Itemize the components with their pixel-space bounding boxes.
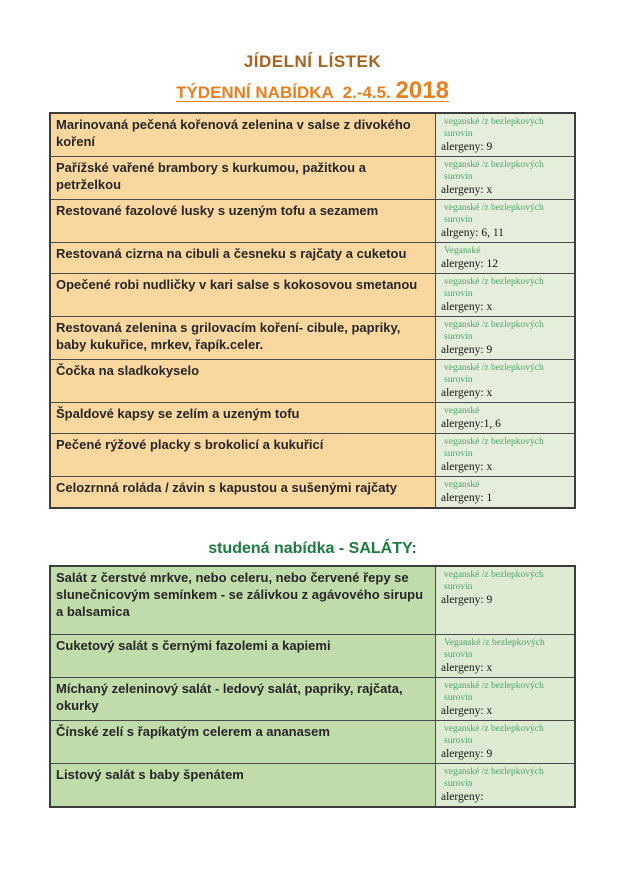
allergens-value: alergeny: xyxy=(441,791,484,803)
vegan-label: veganské xyxy=(444,480,480,490)
allergens-value: alergeny: x xyxy=(441,461,493,473)
vegan-label: Veganské /z bezlepkových surovin xyxy=(444,638,545,660)
dish-name: Cuketový salát s černými fazolemi a kapiemi xyxy=(56,638,331,653)
dish-name: Listový salát s baby špenátem xyxy=(56,767,244,782)
allergens-value: alrgeny: 6, 11 xyxy=(441,227,504,239)
vegan-label: veganské /z bezlepkových surovin xyxy=(444,363,544,385)
dish-name: Celozrnná roláda / závin s kapustou a sušenými rajčaty xyxy=(56,480,398,495)
dish-name: Restovaná cizrna na cibuli a česneku s rajčaty a cuketou xyxy=(56,246,407,261)
dish-cell xyxy=(50,721,436,764)
table-row xyxy=(50,678,575,721)
allergens-value: alergeny: 9 xyxy=(441,748,493,760)
dish-cell xyxy=(50,566,436,635)
dish-cell xyxy=(50,434,436,477)
table-row xyxy=(50,764,575,808)
dish-name: Marinovaná pečená kořenová zelenina v salse z divokého koření xyxy=(56,117,411,149)
allergen-cell xyxy=(436,113,576,157)
table-row xyxy=(50,200,575,243)
allergen-cell xyxy=(436,477,576,509)
dish-cell xyxy=(50,635,436,678)
allergen-cell xyxy=(436,566,576,635)
salads-section-title: studená nabídka - SALÁTY: xyxy=(208,540,417,557)
allergen-cell xyxy=(436,157,576,200)
dish-name: Opečené robi nudličky v kari salse s kokosovou smetanou xyxy=(56,277,418,292)
allergen-cell xyxy=(436,721,576,764)
vegan-label: veganské /z bezlepkových surovin xyxy=(444,767,544,789)
vegan-label: veganské /z bezlepkových surovin xyxy=(444,117,544,139)
dish-name: Salát z čerstvé mrkve, nebo celeru, nebo červené řepy se slunečnicovým semínkem - se zálivkou z agávového sirupu a balsamica xyxy=(56,570,424,619)
dish-name: Pařížské vařené brambory s kurkumou, pažitkou a petrželkou xyxy=(56,160,366,192)
table-row xyxy=(50,566,575,635)
allergens-value: alergeny: x xyxy=(441,662,493,674)
table-row xyxy=(50,403,575,434)
dish-cell xyxy=(50,317,436,360)
vegan-label: veganské /z bezlepkových surovin xyxy=(444,681,544,703)
table-row xyxy=(50,721,575,764)
table-row xyxy=(50,274,575,317)
dish-cell xyxy=(50,200,436,243)
dish-name: Čínské zelí s řapíkatým celerem a ananasem xyxy=(56,724,330,739)
allergens-value: alergeny: 12 xyxy=(441,258,498,270)
allergen-cell xyxy=(436,434,576,477)
dish-name: Špaldové kapsy se zelím a uzeným tofu xyxy=(56,406,300,421)
dish-cell xyxy=(50,157,436,200)
dish-cell xyxy=(50,243,436,274)
allergens-value: alergeny: 1 xyxy=(441,492,493,504)
vegan-label: veganské /z bezlepkových surovin xyxy=(444,724,544,746)
allergen-cell xyxy=(436,243,576,274)
allergen-cell xyxy=(436,764,576,808)
allergens-value: alergeny: x xyxy=(441,705,493,717)
allergen-cell xyxy=(436,403,576,434)
dish-cell xyxy=(50,113,436,157)
table-row xyxy=(50,113,575,157)
dish-name: Restovaná zelenina s grilovacím koření- cibule, papriky, baby kukuřice, mrkev, řapík.celer. xyxy=(56,320,401,352)
allergens-value: alergeny: 9 xyxy=(441,594,493,606)
table-row xyxy=(50,635,575,678)
subtitle-year: 2018 xyxy=(395,77,449,104)
dish-cell xyxy=(50,477,436,509)
dish-cell xyxy=(50,678,436,721)
table-row xyxy=(50,243,575,274)
dish-cell xyxy=(50,403,436,434)
allergens-value: alergeny: x xyxy=(441,301,493,313)
table-row xyxy=(50,317,575,360)
allergen-cell xyxy=(436,678,576,721)
dish-name: Pečené rýžové placky s brokolicí a kukuřicí xyxy=(56,437,324,452)
dish-cell xyxy=(50,360,436,403)
dish-name: Míchaný zeleninový salát - ledový salát, papriky, rajčata, okurky xyxy=(56,681,403,713)
vegan-label: veganské /z bezlepkových surovin xyxy=(444,320,544,342)
dish-cell xyxy=(50,274,436,317)
vegan-label: veganské /z bezlepkových surovin xyxy=(444,203,544,225)
allergens-value: alergeny: 9 xyxy=(441,344,493,356)
subtitle-text: TÝDENNÍ NABÍDKA 2.-4.5. xyxy=(176,83,396,102)
vegan-label: veganské /z bezlepkových surovin xyxy=(444,160,544,182)
vegan-label: veganské /z bezlepkových surovin xyxy=(444,277,544,299)
salads-table xyxy=(49,565,576,808)
allergens-value: alergeny: 9 xyxy=(441,141,493,153)
allergen-cell xyxy=(436,200,576,243)
table-row xyxy=(50,157,575,200)
weekly-menu-table xyxy=(49,112,576,509)
allergen-cell xyxy=(436,317,576,360)
vegan-label: veganské /z bezlepkových surovin xyxy=(444,570,544,592)
vegan-label: Veganské xyxy=(444,246,481,256)
allergen-cell xyxy=(436,274,576,317)
dish-name: Restované fazolové lusky s uzeným tofu a sezamem xyxy=(56,203,379,218)
page-title: JÍDELNÍ LÍSTEK xyxy=(243,52,382,71)
vegan-label: veganské xyxy=(444,406,480,416)
vegan-label: veganské /z bezlepkových surovin xyxy=(444,437,544,459)
allergen-cell xyxy=(436,635,576,678)
table-row xyxy=(50,360,575,403)
document-header xyxy=(0,0,625,105)
dish-cell xyxy=(50,764,436,808)
allergens-value: alergeny: x xyxy=(441,184,493,196)
allergen-cell xyxy=(436,360,576,403)
allergens-value: alergeny: x xyxy=(441,387,493,399)
dish-name: Čočka na sladkokyselo xyxy=(56,363,200,378)
table-row xyxy=(50,477,575,509)
allergens-value: alergeny:1, 6 xyxy=(441,418,501,430)
table-row xyxy=(50,434,575,477)
page-subtitle xyxy=(0,77,625,105)
